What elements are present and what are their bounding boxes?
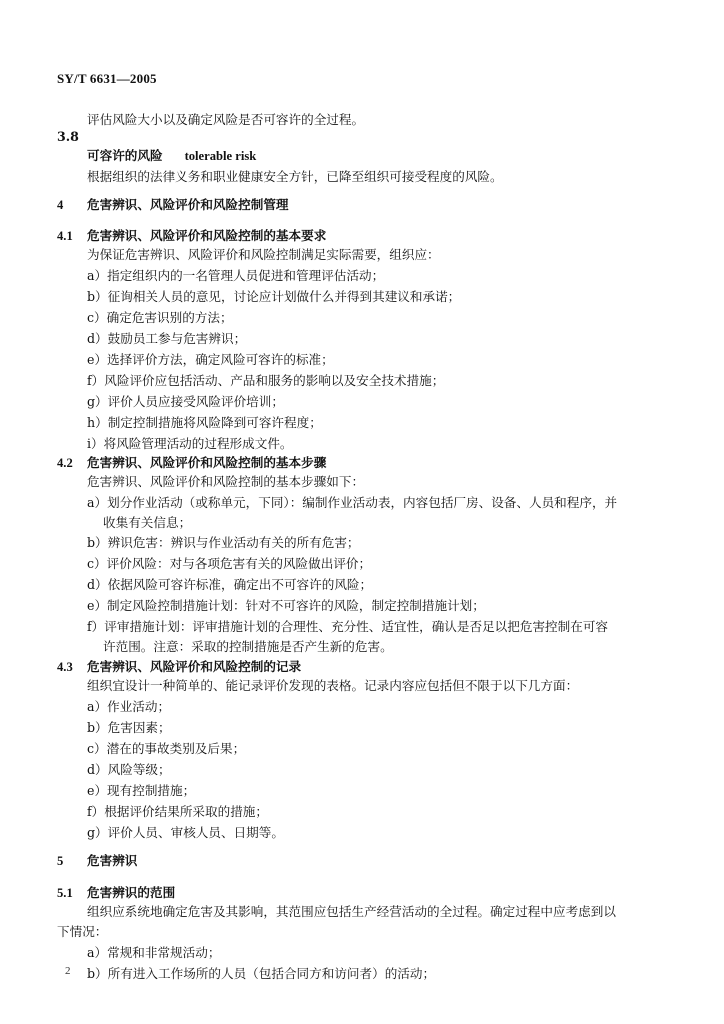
clause-3-8-number: 3.8 xyxy=(57,129,79,144)
clause-title: 危害辨识、风险评价和风险控制的基本步骤 xyxy=(87,455,327,470)
list-item: f）风险评价应包括活动、产品和服务的影响以及安全技术措施； xyxy=(87,373,445,388)
term-zh: 可容许的风险 xyxy=(87,148,163,163)
list-item: a）作业活动； xyxy=(87,699,171,714)
list-item: d）风险等级； xyxy=(87,762,171,777)
clause-4-1-intro: 为保证危害辨识、风险评价和风险控制满足实际需要，组织应： xyxy=(87,247,440,262)
clause-5-1-heading xyxy=(57,885,175,901)
term-tolerable-risk xyxy=(87,148,256,164)
clause-4-1-heading xyxy=(57,228,326,244)
list-item: f）根据评价结果所采取的措施； xyxy=(87,804,268,819)
list-item: f）评审措施计划：评审措施计划的合理性、充分性、适宜性，确认是否足以把危害控制在可容 xyxy=(87,619,609,634)
list-item: e）现有控制措施； xyxy=(87,783,196,798)
list-item: a）指定组织内的一名管理人员促进和管理评估活动； xyxy=(87,268,385,283)
list-item: a）常规和非常规活动； xyxy=(87,945,221,960)
list-item-continuation: 收集有关信息； xyxy=(103,515,192,530)
clause-number: 4.1 xyxy=(57,229,73,243)
term-en: tolerable risk xyxy=(184,149,257,163)
section-number: 4 xyxy=(57,198,64,212)
list-item: c）确定危害识别的方法； xyxy=(87,310,233,325)
section-number: 5 xyxy=(57,854,64,868)
page-number: 2 xyxy=(65,965,71,977)
clause-4-3-intro: 组织宜设计一种简单的、能记录评价发现的表格。记录内容应包括但不限于以下几方面： xyxy=(87,678,579,693)
clause-number: 5.1 xyxy=(57,886,73,900)
list-item: d）依据风险可容许标准，确定出不可容许的风险； xyxy=(87,577,373,592)
section-title: 危害辨识 xyxy=(87,853,138,868)
list-item: b）所有进入工作场所的人员（包括合同方和访问者）的活动； xyxy=(87,966,436,981)
list-item: a）划分作业活动（或称单元，下同）：编制作业活动表，内容包括厂房、设备、人员和程序，并 xyxy=(87,495,618,510)
clause-5-1-intro-continuation: 下情况： xyxy=(57,924,108,939)
term-definition: 根据组织的法律义务和职业健康安全方针，已降至组织可接受程度的风险。 xyxy=(87,169,503,184)
clause-5-1-intro: 组织应系统地确定危害及其影响，其范围应包括生产经营活动的全过程。确定过程中应考虑到以 xyxy=(87,904,616,919)
clause-4-3-heading xyxy=(57,659,301,675)
list-item: e）选择评价方法，确定风险可容许的标准； xyxy=(87,352,334,367)
list-item-continuation: 许范围。注意：采取的控制措施是否产生新的危害。 xyxy=(103,639,393,654)
section-5-heading xyxy=(57,853,137,869)
list-item: c）评价风险：对与各项危害有关的风险做出评价； xyxy=(87,556,372,571)
clause-3-7-continuation: 评估风险大小以及确定风险是否可容许的全过程。 xyxy=(87,112,365,127)
list-item: c）潜在的事故类别及后果； xyxy=(87,741,246,756)
list-item: i）将风险管理活动的过程形成文件。 xyxy=(87,436,293,451)
list-item: b）征询相关人员的意见，讨论应计划做什么并得到其建议和承诺； xyxy=(87,289,461,304)
clause-title: 危害辨识、风险评价和风险控制的记录 xyxy=(87,659,302,674)
clause-title: 危害辨识的范围 xyxy=(87,885,176,900)
list-item: g）评价人员应接受风险评价培训； xyxy=(87,394,284,409)
list-item: g）评价人员、审核人员、日期等。 xyxy=(87,825,284,840)
list-item: e）制定风险控制措施计划：针对不可容许的风险，制定控制措施计划； xyxy=(87,598,485,613)
list-item: b）辨识危害：辨识与作业活动有关的所有危害； xyxy=(87,535,360,550)
list-item: b）危害因素； xyxy=(87,720,171,735)
standard-number: SY/T 6631—2005 xyxy=(57,71,157,86)
section-title: 危害辨识、风险评价和风险控制管理 xyxy=(87,197,289,212)
clause-4-2-heading xyxy=(57,455,326,471)
list-item: d）鼓励员工参与危害辨识； xyxy=(87,331,247,346)
list-item: h）制定控制措施将风险降到可容许程度； xyxy=(87,415,322,430)
clause-title: 危害辨识、风险评价和风险控制的基本要求 xyxy=(87,228,327,243)
section-4-heading xyxy=(57,197,289,213)
clause-number: 4.3 xyxy=(57,660,73,674)
clause-number: 4.2 xyxy=(57,456,73,470)
clause-4-2-intro: 危害辨识、风险评价和风险控制的基本步骤如下： xyxy=(87,474,365,489)
